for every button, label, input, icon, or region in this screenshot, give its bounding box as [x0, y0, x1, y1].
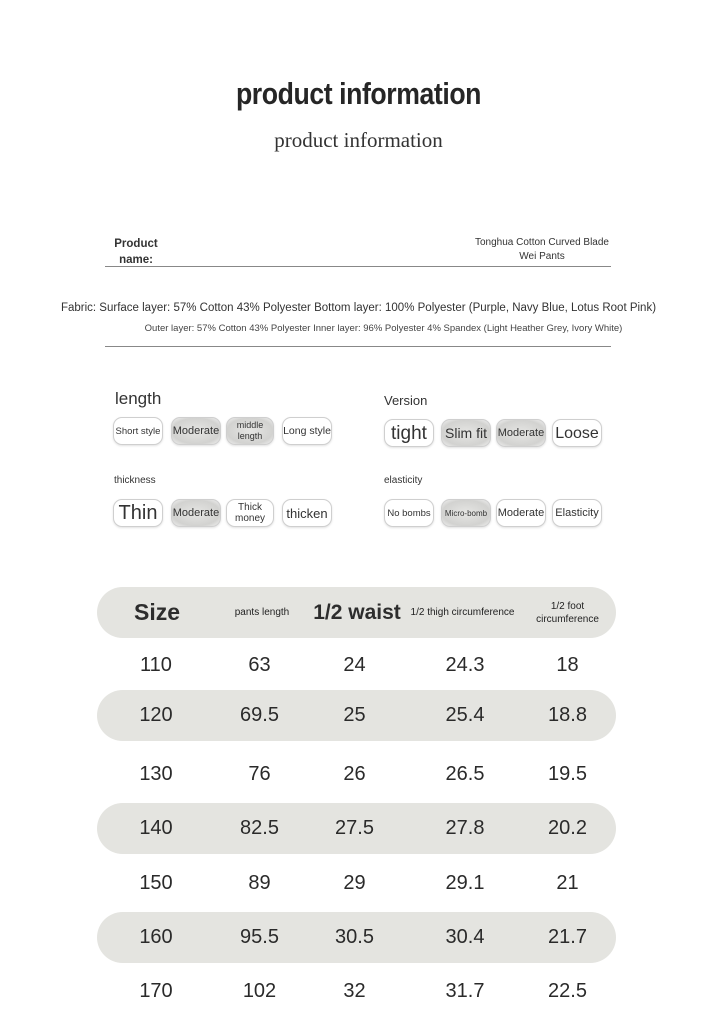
header-pants-length: pants length — [234, 607, 290, 618]
length-label: length — [115, 389, 162, 408]
table-row — [97, 912, 616, 963]
cell-half-waist: 24 — [343, 654, 366, 676]
elasticity-option-elasticity[interactable]: Elasticity — [552, 499, 602, 527]
page-title: product information — [235, 76, 482, 111]
version-option-moderate[interactable]: Moderate — [496, 419, 546, 447]
cell-size: 110 — [140, 654, 172, 676]
cell-size: 150 — [139, 872, 173, 894]
thickness-option-moderate[interactable]: Moderate — [171, 499, 221, 527]
cell-half-waist: 32 — [343, 980, 366, 1002]
version-option-slim-fit[interactable]: Slim fit — [441, 419, 491, 447]
cell-pants-length: 76 — [248, 763, 271, 785]
elasticity-option-micro-bomb[interactable]: Micro-bomb — [441, 499, 491, 527]
version-label: Version — [384, 393, 428, 408]
page-subtitle: product information — [274, 128, 443, 152]
table-row — [97, 966, 616, 1017]
cell-half-thigh: 29.1 — [445, 872, 485, 894]
cell-pants-length: 102 — [242, 980, 277, 1002]
fabric-line-2: Outer layer: 57% Cotton 43% Polyester Inner layer: 96% Polyester 4% Spandex (Light Heather Grey, Ivory White) — [144, 323, 623, 334]
product-name-label: Product name: — [114, 238, 158, 266]
cell-half-thigh: 31.7 — [445, 980, 485, 1002]
cell-half-foot: 19.5 — [548, 763, 587, 785]
table-header-row — [97, 587, 616, 638]
fabric-line-1: Fabric: Surface layer: 57% Cotton 43% Polyester Bottom layer: 100% Polyester (Purple, Navy Blue, Lotus Root Pink) — [60, 302, 657, 314]
thickness-option-thick[interactable]: Thick money — [226, 499, 274, 527]
length-option-long[interactable]: Long style — [282, 417, 332, 445]
cell-size: 170 — [139, 980, 173, 1002]
cell-half-thigh: 30.4 — [445, 926, 485, 948]
cell-pants-length: 89 — [248, 872, 271, 894]
cell-half-foot: 22.5 — [548, 980, 587, 1002]
cell-pants-length: 95.5 — [240, 926, 279, 948]
version-option-tight[interactable]: tight — [384, 419, 434, 447]
cell-size: 160 — [139, 926, 173, 948]
length-option-short[interactable]: Short style — [113, 417, 163, 445]
thickness-label: thickness — [114, 475, 156, 486]
cell-half-waist: 25 — [343, 704, 366, 726]
cell-half-foot: 18 — [556, 654, 579, 676]
header-half-waist: 1/2 waist — [313, 601, 401, 624]
cell-half-waist: 26 — [343, 763, 366, 785]
elasticity-option-moderate[interactable]: Moderate — [496, 499, 546, 527]
cell-half-foot: 21.7 — [548, 926, 587, 948]
cell-pants-length: 82.5 — [240, 817, 279, 839]
cell-size: 140 — [139, 817, 173, 839]
header-half-foot: 1/2 foot circumference — [536, 600, 599, 625]
cell-half-foot: 20.2 — [548, 817, 587, 839]
table-row — [97, 749, 616, 800]
cell-half-thigh: 26.5 — [445, 763, 485, 785]
cell-half-thigh: 25.4 — [445, 704, 485, 726]
cell-size: 120 — [139, 704, 173, 726]
version-option-loose[interactable]: Loose — [552, 419, 602, 447]
cell-half-thigh: 27.8 — [445, 817, 485, 839]
divider — [105, 266, 611, 267]
cell-half-thigh: 24.3 — [445, 654, 485, 676]
cell-half-waist: 27.5 — [335, 817, 374, 839]
table-row — [97, 803, 616, 854]
header-half-thigh: 1/2 thigh circumference — [410, 607, 515, 618]
table-row — [97, 690, 616, 741]
cell-size: 130 — [139, 763, 173, 785]
divider — [105, 346, 611, 347]
cell-half-waist: 30.5 — [335, 926, 374, 948]
cell-half-foot: 21 — [556, 872, 579, 894]
cell-half-waist: 29 — [343, 872, 366, 894]
cell-pants-length: 69.5 — [240, 704, 279, 726]
header-size: Size — [133, 599, 181, 625]
length-option-moderate[interactable]: Moderate — [171, 417, 221, 445]
cell-half-foot: 18.8 — [548, 704, 587, 726]
table-row — [97, 640, 616, 691]
length-option-middle[interactable]: middle length — [226, 417, 274, 445]
cell-pants-length: 63 — [248, 654, 271, 676]
elasticity-label: elasticity — [384, 475, 423, 486]
thickness-option-thin[interactable]: Thin — [113, 499, 163, 527]
thickness-option-thicken[interactable]: thicken — [282, 499, 332, 527]
elasticity-option-no-bombs[interactable]: No bombs — [384, 499, 434, 527]
table-row — [97, 858, 616, 909]
product-name-value: Tonghua Cotton Curved Blade Wei Pants — [475, 237, 609, 262]
